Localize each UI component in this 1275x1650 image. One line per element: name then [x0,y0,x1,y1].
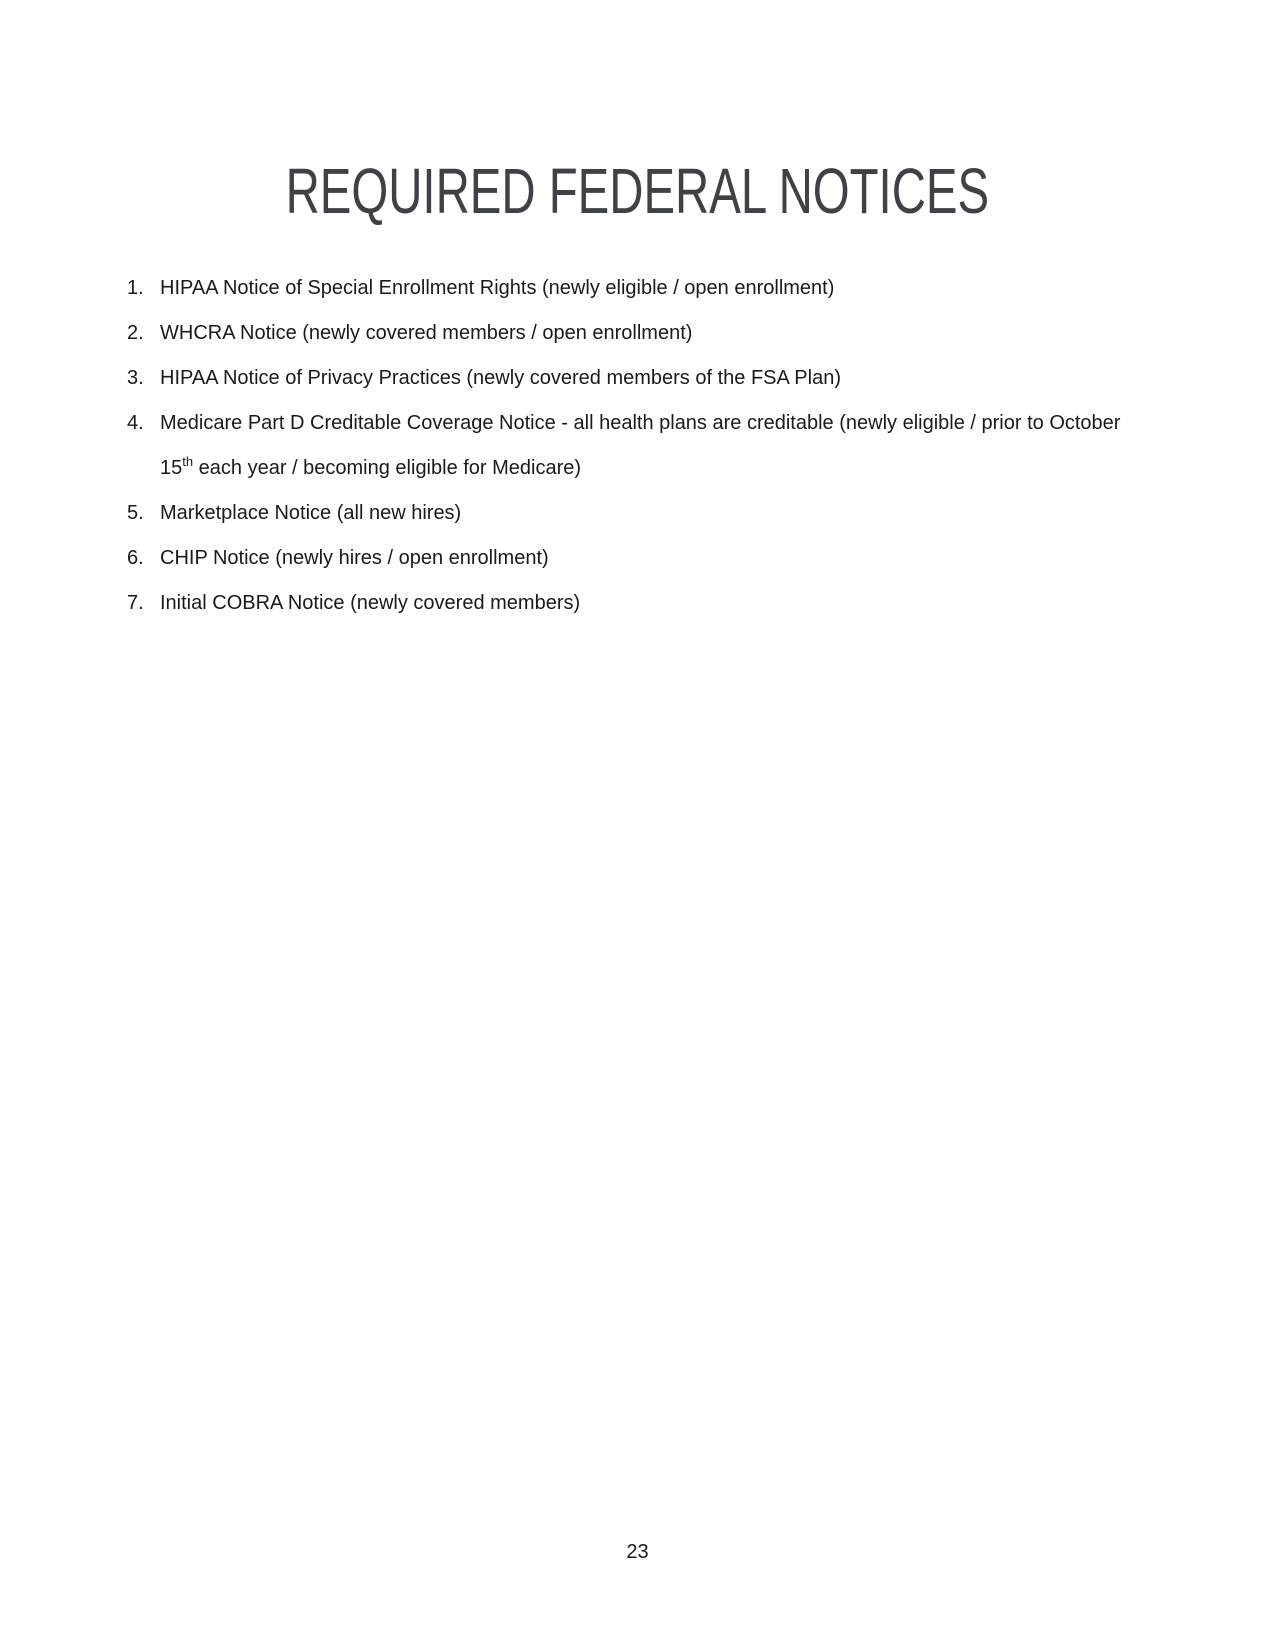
list-item-text: HIPAA Notice of Privacy Practices (newly covered members of the FSA Plan) [160,367,841,390]
list-item-text: Initial COBRA Notice (newly covered members) [160,592,581,615]
list-item-number: 3. [127,367,144,390]
list-item-text: HIPAA Notice of Special Enrollment Rights (newly eligible / open enrollment) [160,277,835,300]
page-number: 23 [626,1541,649,1563]
page-title-text: REQUIRED FEDERAL NOTICES [285,155,990,227]
ordinal-superscript: th [182,454,194,470]
list-item-text-segment: each year / becoming eligible for Medicare) [193,457,582,480]
list-item-text: WHCRA Notice (newly covered members / open enrollment) [160,322,693,345]
list-item-number: 7. [127,592,144,615]
list-item-number: 2. [127,322,144,345]
list-item [127,401,1150,491]
list-item-text [160,401,1145,491]
list-item-number: 1. [127,277,144,300]
list-item-text: Marketplace Notice (all new hires) [160,502,462,525]
list-item-number: 5. [127,502,144,525]
list-item-text: CHIP Notice (newly hires / open enrollment) [160,547,549,570]
federal-notices-list [0,266,1150,626]
list-item [127,311,1150,356]
list-item [127,536,1150,581]
list-item [127,491,1150,536]
list-item [127,581,1150,626]
page-title [0,156,1275,226]
list-item [127,266,1150,311]
list-item-number: 4. [127,412,144,435]
list-item [127,356,1150,401]
list-item-text-segment: Medicare Part D Creditable Coverage Notice - all health plans are creditable (newly eligible / prior to October 15 [160,412,1121,480]
list-item-number: 6. [127,547,144,570]
